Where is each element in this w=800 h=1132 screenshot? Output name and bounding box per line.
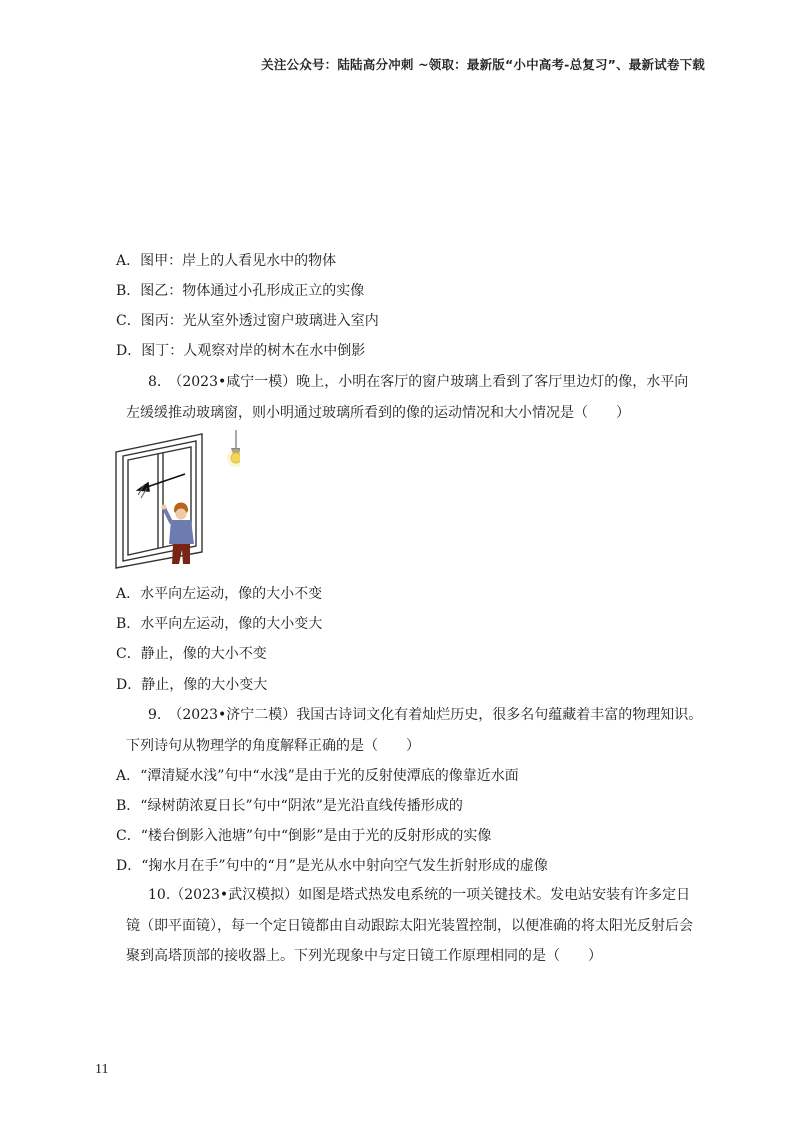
q8-stem-line-2: 左缓缓推动玻璃窗，则小明通过玻璃所看到的像的运动情况和大小情况是（ ） — [126, 405, 630, 421]
q8-option-d: D．静止，像的大小变大 — [116, 677, 268, 693]
page-header: 关注公众号：陆陆高分冲刺 ~领取：最新版“小中高考-总复习”、最新试卷下载 — [261, 57, 705, 72]
q7-option-c: C．图丙：光从室外透过窗户玻璃进入室内 — [116, 313, 379, 329]
window-lamp-figure — [110, 430, 240, 570]
q9-option-b: B．“绿树荫浓夏日长”句中“阴浓”是光沿直线传播形成的 — [116, 798, 463, 814]
q10-stem-line-1: 10.（2023•武汉模拟）如图是塔式热发电系统的一项关键技术。发电站安装有许多定日 — [148, 887, 691, 903]
q8-option-c: C．静止，像的大小不变 — [116, 646, 267, 662]
boy-figure-icon — [162, 503, 195, 565]
q9-option-a: A．“潭清疑水浅”句中“水浅”是由于光的反射使潭底的像靠近水面 — [116, 768, 519, 784]
q7-option-a: A．图甲：岸上的人看见水中的物体 — [116, 253, 337, 269]
q7-option-d: D．图丁：人观察对岸的树木在水中倒影 — [116, 343, 366, 359]
q8-option-b: B．水平向左运动，像的大小变大 — [116, 616, 323, 632]
q9-stem-line-1: 9. （2023•济宁二模）我国古诗词文化有着灿烂历史，很多名句蕴藏着丰富的物理知识。 — [148, 707, 703, 723]
q10-stem-line-2: 镜（即平面镜），每一个定日镜都由自动跟踪太阳光装置控制，以便准确的将太阳光反射后会 — [126, 918, 693, 934]
page-number: 11 — [95, 1062, 109, 1077]
push-arrow-icon — [138, 474, 185, 491]
q10-stem-line-3: 聚到高塔顶部的接收器上。下列光现象中与定日镜工作原理相同的是（ ） — [126, 948, 602, 964]
q9-stem-line-2: 下列诗句从物理学的角度解释正确的是（ ） — [126, 738, 420, 754]
q8-option-a: A．水平向左运动，像的大小不变 — [116, 586, 323, 602]
q9-option-c: C．“楼台倒影入池塘”句中“倒影”是由于光的反射形成的实像 — [116, 828, 492, 844]
q9-option-d: D．“掬水月在手”句中的“月”是光从水中射向空气发生折射形成的虚像 — [116, 858, 548, 874]
q7-option-b: B．图乙：物体通过小孔形成正立的实像 — [116, 283, 365, 299]
hanging-lamp-icon — [227, 430, 240, 467]
q8-stem-line-1: 8. （2023•咸宁一模）晚上，小明在客厅的窗户玻璃上看到了客厅里边灯的像，水平向 — [148, 374, 689, 390]
